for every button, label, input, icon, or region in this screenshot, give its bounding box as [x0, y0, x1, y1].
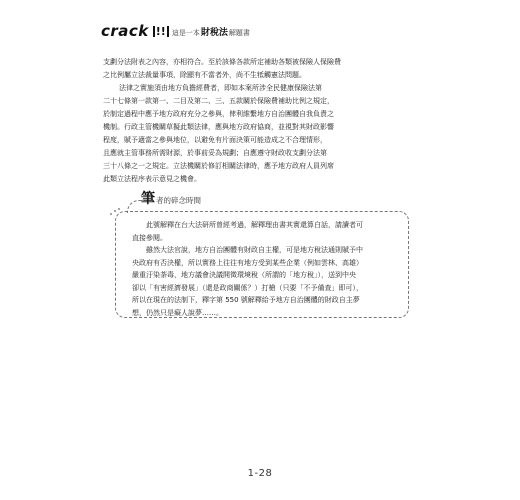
- brand-mark-icon: !!: [153, 26, 169, 37]
- note-content: [132, 219, 400, 319]
- note-line: 雖然大法官說，地方自治團體有財政自主權，可是地方稅法通則賦予中: [146, 246, 363, 254]
- text-line: 機制。行政主管機關草擬此類法律，應與地方政府協商，並視對其財政影響: [103, 123, 334, 131]
- paragraph-1: [103, 56, 415, 82]
- paragraph-2: [103, 82, 415, 186]
- text-line: 於制定過程中應予地方政府充分之參與，俾利維繫地方自治團體自我負責之: [103, 110, 334, 118]
- text-line: 之比例屬立法裁量事項，除顯有不當者外，尚不生牴觸憲法問題。: [103, 71, 306, 79]
- text-line: 此類立法程序表示意見之機會。: [103, 175, 201, 183]
- note-line: 想，仍然只是癡人說夢……。: [132, 308, 223, 317]
- note-line: 所以在現在的法制下，釋字第 550 號解釋給予地方自治團體的財政自主夢: [132, 296, 360, 304]
- text-line: 程度，賦予適當之參與地位，以避免有片面決策可能造成之不合理情形，: [103, 136, 327, 144]
- text-line: 且應就主管事務所需財源，於事前妥為規劃；自應遵守財政收支劃分法第: [103, 149, 327, 157]
- subtitle-prefix: 這是一本: [171, 28, 200, 37]
- brand-logo: crack: [101, 22, 149, 40]
- note-line: 嚴重汙染荼毒，地方議會決議開徵環境稅（所謂的「地方稅」），送到中央: [132, 271, 356, 279]
- main-body-text: [103, 56, 415, 186]
- text-line: 二十七條第一款第一、二目及第二、三、五款關於保險費補助比例之規定，: [103, 97, 334, 105]
- text-line: 法律之實施須由地方負擔經費者，即如本案所涉全民健康保險法第: [119, 84, 322, 92]
- note-line: 直接參閱。: [132, 233, 167, 242]
- note-heading-initial: 筆: [141, 191, 155, 207]
- page-number: 1-28: [247, 468, 273, 479]
- text-line: 三十八條之一之規定。立法機關於修訂相關法律時，應予地方政府人員列席: [103, 162, 334, 170]
- running-header: [101, 22, 250, 40]
- note-line: 此號解釋在台大法研所曾經考過，解釋理由書其實還算白話，請讀者可: [146, 221, 363, 229]
- text-line: 支劃分法附表之內容，亦相符合。至於該條各款所定補助各類被保險人保險費: [103, 58, 341, 66]
- subtitle-suffix: 解題書: [228, 28, 250, 37]
- note-heading: [141, 188, 201, 208]
- note-line: 卻以「有害經濟發展」（還是政商關係？）打槍（只要「不予備查」即可），: [132, 283, 363, 292]
- note-line: 央政府有否決權，所以實務上往往有地方受到某些企業（例如雲林、高雄）: [132, 258, 363, 267]
- note-heading-text: 者的碎念時間: [156, 196, 201, 205]
- header-subtitle: [172, 25, 250, 38]
- subtitle-emphasis: 財稅法: [200, 27, 228, 38]
